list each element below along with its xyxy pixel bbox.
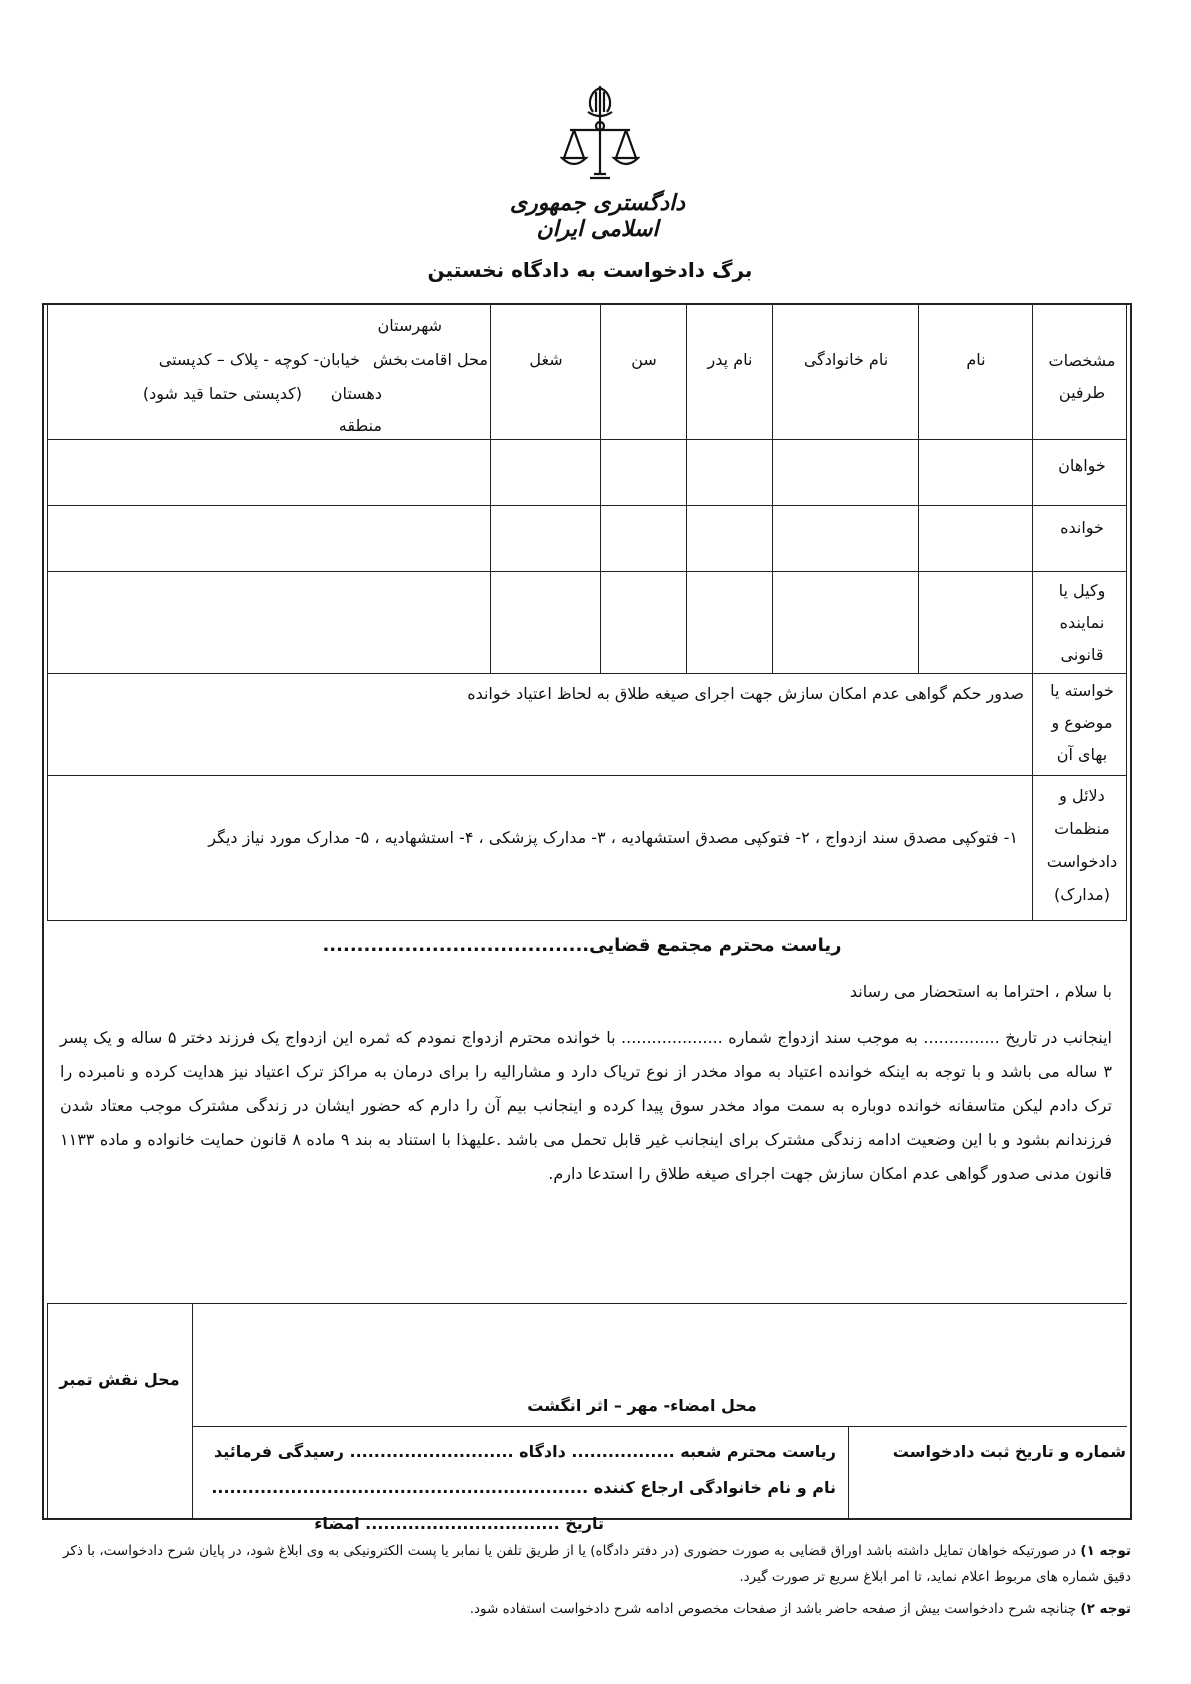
col-parties: مشخصات طرفین — [1048, 351, 1116, 402]
brand-name: دادگستری جمهوری اسلامی ایران — [509, 190, 686, 242]
registration-label: شماره و تاریخ ثبت دادخواست — [892, 1442, 1126, 1461]
col-age: سن — [631, 350, 657, 369]
evidence-label: دلائل و منظمات دادخواست (مدارک) — [1046, 786, 1118, 904]
col-village: دهستان — [330, 384, 382, 403]
petition-addressee: ریاست محترم مجتمع قضایی....................................... — [322, 935, 842, 956]
col-last-name: نام خانوادگی — [803, 350, 889, 369]
note-1-label: توجه ۱) — [1080, 1543, 1131, 1559]
referrer-line: نام و نام خانوادگی ارجاع کننده .............................................................. — [211, 1478, 836, 1497]
row-defendant-label: خوانده — [1060, 518, 1104, 537]
evidence-value: ۱- فتوکپی مصدق سند ازدواج ، ۲- فتوکپی مصدق استشهادیه ، ۳- مدارک پزشکی ، ۴- استشهادیه ، ۵- مدارک مورد نیاز دیگر — [208, 828, 1018, 847]
form-body — [42, 303, 1132, 1533]
referral-line: ریاست محترم شعبه ................. دادگاه ........................... رسیدگی فرمائید — [214, 1442, 836, 1461]
col-residence: محل اقامت — [410, 350, 488, 369]
col-city: شهرستان — [377, 316, 442, 335]
note-1-text: در صورتیکه خواهان تمایل داشته باشد اوراق قضایی به صورت حضوری (در دفتر دادگاه) یا از طریق تلفن یا نمابر یا پست الکترونیکی به وی ابلاغ شود، در پایان شرح دادخواست، با ذکر دقیق شماره های مربوط اعلام نماید، تا امر ابلاغ سریع تر صورت گیرد. — [62, 1543, 1131, 1585]
col-district: بخش — [372, 350, 408, 369]
note-2-text: چنانچه شرح دادخواست بیش از صفحه حاضر باشد از صفحات مخصوص ادامه شرح دادخواست استفاده شود. — [469, 1601, 1077, 1617]
note-2 — [51, 1596, 1131, 1622]
claim-label: خواسته یا موضوع و بهای آن — [1050, 681, 1114, 764]
note-2-label: توجه ۲) — [1080, 1601, 1131, 1617]
stamp-place-label: محل نقش تمبر — [59, 1370, 180, 1389]
form-title: برگ دادخواست به دادگاه نخستین — [427, 258, 753, 282]
petition-body: اینجانب در تاریخ ............... به موجب سند ازدواج شماره .................... با خوانده محترم ازدواج نمودم که ثمره این ازدواج یک فرزند دختر ۵ ساله و یک پسر ۳ ساله می باشد و با توجه به اینکه خوانده اعتیاد به مواد مخدر از نوع تریاک دارد و مشارالیه را برای درمان به مراکز ترک اعتیاد نیز هدایت کرده و نامبرده را ترک دادم لیکن متاسفانه خوانده دوباره به سمت مواد مخدر سوق پیدا کرده و اینجانب بیم آن را دارم که حضور ایشان در زندگی مشترک موجب معتاد شدن فرزندانم بشود و با این وضعیت ادامه زندگی مشترک برای اینجانب غیر قابل تحمل می باشد .علیهذا با استناد به بند ۹ ماده ۸ قانون حمایت خانواده و ماده ۱۱۳۳ قانون مدنی صدور گواهی عدم امکان سازش جهت اجرای صیغه طلاق را استدعا دارم. — [60, 1028, 1113, 1183]
col-postal-note: (کدپستی حتما قید شود) — [142, 384, 302, 403]
signature-place-label: محل امضاء- مهر – اثر انگشت — [527, 1396, 757, 1415]
row-lawyer-label: وکیل یا نماینده قانونی — [1058, 581, 1106, 664]
iran-judiciary-emblem-icon — [560, 82, 640, 187]
claim-value: صدور حکم گواهی عدم امکان سازش جهت اجرای صیغه طلاق به لحاظ اعتیاد خوانده — [467, 684, 1024, 703]
col-first-name: نام — [966, 350, 986, 369]
date-signature-line: تاریخ ................................ امضاء — [314, 1514, 604, 1533]
col-occupation: شغل — [529, 350, 563, 369]
col-region: منطقه — [338, 416, 382, 435]
col-address: خیابان- کوچه - پلاک – کدپستی — [158, 350, 360, 369]
col-father-name: نام پدر — [707, 350, 753, 369]
row-plaintiff-label: خواهان — [1058, 456, 1106, 475]
note-1 — [51, 1538, 1131, 1590]
petition-greeting: با سلام ، احتراما به استحضار می رساند — [849, 982, 1112, 1001]
